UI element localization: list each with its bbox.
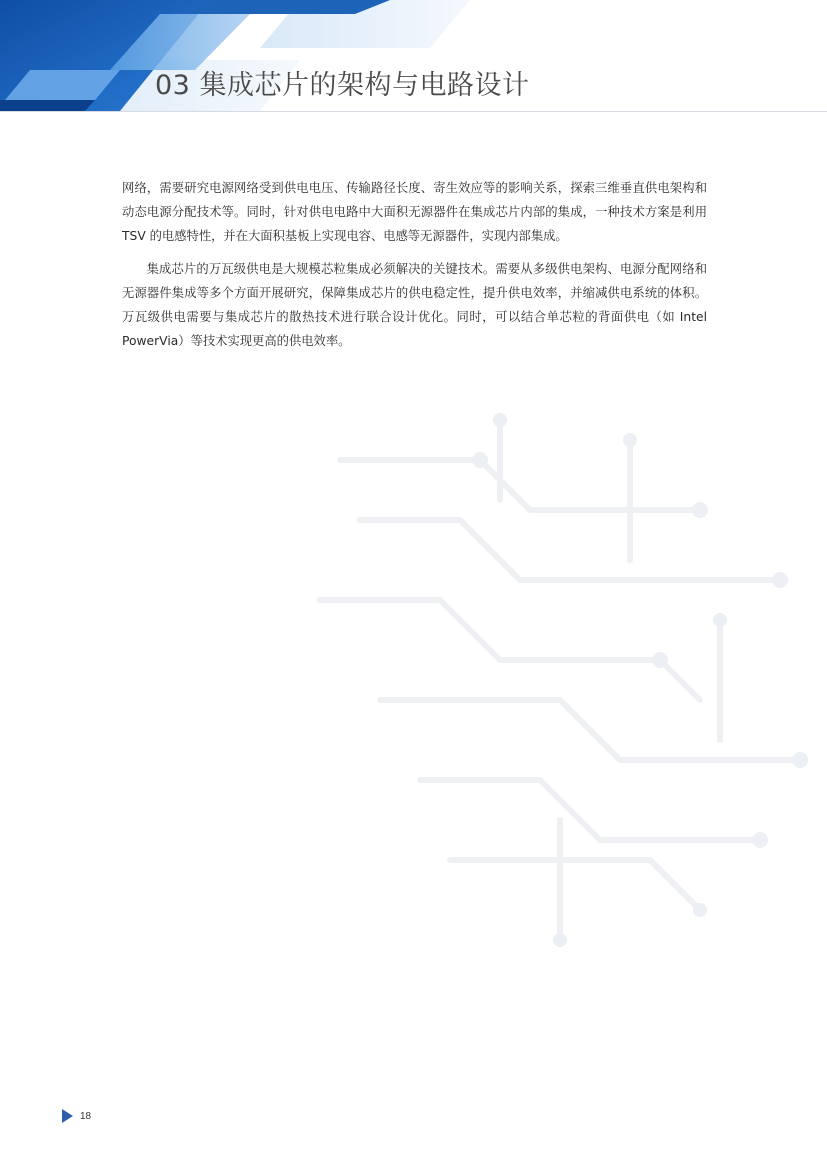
body-text bbox=[122, 176, 707, 361]
page-number: 18 bbox=[80, 1110, 92, 1122]
header-divider bbox=[0, 111, 827, 112]
paragraph: 集成芯片的万瓦级供电是大规模芯粒集成必须解决的关键技术。需要从多级供电架构、电源分配网络和无源器件集成等多个方面开展研究，保障集成芯片的供电稳定性，提升供电效率，并缩减供电系统的体积。万瓦级供电需要与集成芯片的散热技术进行联合设计优化。同时，可以结合单芯粒的背面供电（如 Intel PowerVia）等技术实现更高的供电效率。 bbox=[122, 261, 707, 349]
circuit-watermark bbox=[300, 380, 827, 1000]
page-title: 03 集成芯片的架构与电路设计 bbox=[155, 70, 530, 101]
paragraph: 网络，需要研究电源网络受到供电电压、传输路径长度、寄生效应等的影响关系，探索三维垂直供电架构和动态电源分配技术等。同时，针对供电电路中大面积无源器件在集成芯片内部的集成，一种技术方案是利用 TSV 的电感特性，并在大面积基板上实现电容、电感等无源器件，实现内部集成。 bbox=[122, 181, 707, 244]
page-footer bbox=[62, 1106, 91, 1126]
triangle-marker-icon bbox=[62, 1109, 73, 1123]
